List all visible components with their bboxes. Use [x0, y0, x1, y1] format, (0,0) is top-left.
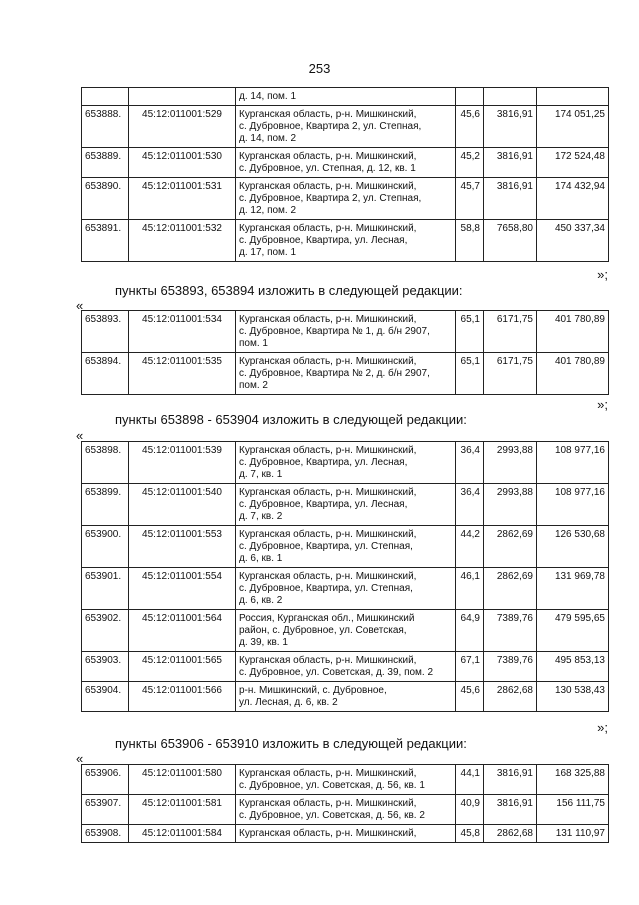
cadastral-value-cell: 108 977,16 — [537, 442, 609, 484]
row-number-cell: 653889. — [82, 148, 129, 178]
register-table-2 — [81, 310, 609, 395]
unit-value-cell: 6171,75 — [484, 353, 537, 395]
row-number-cell: 653906. — [82, 765, 129, 795]
opening-quote: « — [76, 428, 84, 443]
unit-value-cell: 7389,76 — [484, 610, 537, 652]
unit-value-cell: 6171,75 — [484, 311, 537, 353]
area-cell: 64,9 — [456, 610, 484, 652]
unit-value-cell: 2993,88 — [484, 484, 537, 526]
unit-value-cell: 3816,91 — [484, 178, 537, 220]
table-row — [82, 825, 609, 843]
cadastral-number-cell: 45:12:011001:534 — [129, 311, 236, 353]
unit-value-cell: 3816,91 — [484, 795, 537, 825]
cadastral-value-cell: 495 853,13 — [537, 652, 609, 682]
row-number-cell: 653899. — [82, 484, 129, 526]
table-row — [82, 682, 609, 712]
row-number-cell: 653901. — [82, 568, 129, 610]
address-cell: Россия, Курганская обл., Мишкинский район, с. Дубровное, ул. Советская, д. 39, кв. 1 — [236, 610, 456, 652]
address-cell: Курганская область, р-н. Мишкинский, — [236, 825, 456, 843]
row-number-cell: 653903. — [82, 652, 129, 682]
address-cell: Курганская область, р-н. Мишкинский, с. Дубровное, Квартира 2, ул. Степная, д. 14, пом. 2 — [236, 106, 456, 148]
area-cell: 36,4 — [456, 484, 484, 526]
address-cell: Курганская область, р-н. Мишкинский, с. Дубровное, ул. Советская, д. 56, кв. 1 — [236, 765, 456, 795]
address-cell: Курганская область, р-н. Мишкинский, с. Дубровное, ул. Советская, д. 39, пом. 2 — [236, 652, 456, 682]
cadastral-number-cell: 45:12:011001:529 — [129, 106, 236, 148]
address-cell: Курганская область, р-н. Мишкинский, с. Дубровное, ул. Степная, д. 12, кв. 1 — [236, 148, 456, 178]
cadastral-number-cell: 45:12:011001:554 — [129, 568, 236, 610]
row-number-cell: 653890. — [82, 178, 129, 220]
table-row — [82, 484, 609, 526]
row-number-cell: 653898. — [82, 442, 129, 484]
unit-value-cell: 2862,69 — [484, 568, 537, 610]
area-cell: 45,8 — [456, 825, 484, 843]
row-number-cell: 653891. — [82, 220, 129, 262]
cadastral-number-cell — [129, 88, 236, 106]
address-cell: Курганская область, р-н. Мишкинский, с. Дубровное, Квартира, ул. Степная, д. 6, кв. 1 — [236, 526, 456, 568]
table-row — [82, 106, 609, 148]
row-number-cell: 653894. — [82, 353, 129, 395]
unit-value-cell: 2862,68 — [484, 682, 537, 712]
unit-value-cell: 2993,88 — [484, 442, 537, 484]
address-cell: Курганская область, р-н. Мишкинский, с. Дубровное, Квартира, ул. Лесная, д. 7, кв. 2 — [236, 484, 456, 526]
cadastral-value-cell: 174 051,25 — [537, 106, 609, 148]
area-cell: 44,1 — [456, 765, 484, 795]
unit-value-cell: 3816,91 — [484, 765, 537, 795]
unit-value-cell: 3816,91 — [484, 106, 537, 148]
cadastral-number-cell: 45:12:011001:553 — [129, 526, 236, 568]
area-cell: 36,4 — [456, 442, 484, 484]
address-cell: д. 14, пом. 1 — [236, 88, 456, 106]
table-row — [82, 610, 609, 652]
cadastral-number-cell: 45:12:011001:584 — [129, 825, 236, 843]
amendment-paragraph: пункты 653893, 653894 изложить в следующей редакции: — [115, 283, 463, 298]
cadastral-number-cell: 45:12:011001:540 — [129, 484, 236, 526]
amendment-paragraph: пункты 653898 - 653904 изложить в следующей редакции: — [115, 412, 467, 427]
amendment-paragraph: пункты 653906 - 653910 изложить в следующей редакции: — [115, 736, 467, 751]
closing-quote: »; — [597, 267, 608, 282]
row-number-cell: 653904. — [82, 682, 129, 712]
unit-value-cell — [484, 88, 537, 106]
unit-value-cell: 7658,80 — [484, 220, 537, 262]
register-table-4 — [81, 764, 609, 843]
cadastral-number-cell: 45:12:011001:565 — [129, 652, 236, 682]
table-row — [82, 442, 609, 484]
table-row — [82, 220, 609, 262]
address-cell: Курганская область, р-н. Мишкинский, с. Дубровное, Квартира № 1, д. б/н 2907, пом. 1 — [236, 311, 456, 353]
cadastral-number-cell: 45:12:011001:564 — [129, 610, 236, 652]
area-cell: 45,7 — [456, 178, 484, 220]
area-cell — [456, 88, 484, 106]
closing-quote: »; — [597, 720, 608, 735]
address-cell: Курганская область, р-н. Мишкинский, с. Дубровное, ул. Советская, д. 56, кв. 2 — [236, 795, 456, 825]
address-cell: р-н. Мишкинский, с. Дубровное, ул. Лесная, д. 6, кв. 2 — [236, 682, 456, 712]
table-row — [82, 652, 609, 682]
area-cell: 67,1 — [456, 652, 484, 682]
unit-value-cell: 2862,68 — [484, 825, 537, 843]
cadastral-value-cell: 126 530,68 — [537, 526, 609, 568]
unit-value-cell: 2862,69 — [484, 526, 537, 568]
opening-quote: « — [76, 751, 84, 766]
cadastral-number-cell: 45:12:011001:531 — [129, 178, 236, 220]
area-cell: 45,6 — [456, 106, 484, 148]
page-number: 253 — [308, 61, 331, 76]
cadastral-number-cell: 45:12:011001:580 — [129, 765, 236, 795]
cadastral-number-cell: 45:12:011001:539 — [129, 442, 236, 484]
table-row — [82, 178, 609, 220]
address-cell: Курганская область, р-н. Мишкинский, с. Дубровное, Квартира, ул. Лесная, д. 17, пом. 1 — [236, 220, 456, 262]
table-row — [82, 526, 609, 568]
table-row — [82, 765, 609, 795]
cadastral-value-cell: 131 969,78 — [537, 568, 609, 610]
cadastral-value-cell: 168 325,88 — [537, 765, 609, 795]
table-row — [82, 568, 609, 610]
area-cell: 65,1 — [456, 353, 484, 395]
address-cell: Курганская область, р-н. Мишкинский, с. Дубровное, Квартира, ул. Степная, д. 6, кв. 2 — [236, 568, 456, 610]
row-number-cell: 653907. — [82, 795, 129, 825]
cadastral-number-cell: 45:12:011001:530 — [129, 148, 236, 178]
cadastral-value-cell: 156 111,75 — [537, 795, 609, 825]
table-row — [82, 88, 609, 106]
cadastral-value-cell: 131 110,97 — [537, 825, 609, 843]
cadastral-value-cell: 479 595,65 — [537, 610, 609, 652]
table-row — [82, 148, 609, 178]
cadastral-value-cell: 174 432,94 — [537, 178, 609, 220]
row-number-cell: 653888. — [82, 106, 129, 148]
area-cell: 45,6 — [456, 682, 484, 712]
table-row — [82, 795, 609, 825]
table-row — [82, 353, 609, 395]
unit-value-cell: 3816,91 — [484, 148, 537, 178]
area-cell: 58,8 — [456, 220, 484, 262]
cadastral-number-cell: 45:12:011001:566 — [129, 682, 236, 712]
row-number-cell: 653902. — [82, 610, 129, 652]
area-cell: 46,1 — [456, 568, 484, 610]
address-cell: Курганская область, р-н. Мишкинский, с. Дубровное, Квартира, ул. Лесная, д. 7, кв. 1 — [236, 442, 456, 484]
row-number-cell: 653893. — [82, 311, 129, 353]
cadastral-value-cell: 108 977,16 — [537, 484, 609, 526]
cadastral-value-cell: 450 337,34 — [537, 220, 609, 262]
cadastral-value-cell: 401 780,89 — [537, 311, 609, 353]
closing-quote: »; — [597, 397, 608, 412]
cadastral-value-cell: 172 524,48 — [537, 148, 609, 178]
area-cell: 65,1 — [456, 311, 484, 353]
register-table-3 — [81, 441, 609, 712]
area-cell: 44,2 — [456, 526, 484, 568]
cadastral-value-cell: 401 780,89 — [537, 353, 609, 395]
address-cell: Курганская область, р-н. Мишкинский, с. Дубровное, Квартира № 2, д. б/н 2907, пом. 2 — [236, 353, 456, 395]
row-number-cell: 653900. — [82, 526, 129, 568]
area-cell: 40,9 — [456, 795, 484, 825]
opening-quote: « — [76, 298, 84, 313]
register-table-1 — [81, 87, 609, 262]
cadastral-value-cell — [537, 88, 609, 106]
cadastral-value-cell: 130 538,43 — [537, 682, 609, 712]
row-number-cell — [82, 88, 129, 106]
address-cell: Курганская область, р-н. Мишкинский, с. Дубровное, Квартира 2, ул. Степная, д. 12, пом. 2 — [236, 178, 456, 220]
area-cell: 45,2 — [456, 148, 484, 178]
table-row — [82, 311, 609, 353]
unit-value-cell: 7389,76 — [484, 652, 537, 682]
cadastral-number-cell: 45:12:011001:532 — [129, 220, 236, 262]
row-number-cell: 653908. — [82, 825, 129, 843]
cadastral-number-cell: 45:12:011001:581 — [129, 795, 236, 825]
cadastral-number-cell: 45:12:011001:535 — [129, 353, 236, 395]
